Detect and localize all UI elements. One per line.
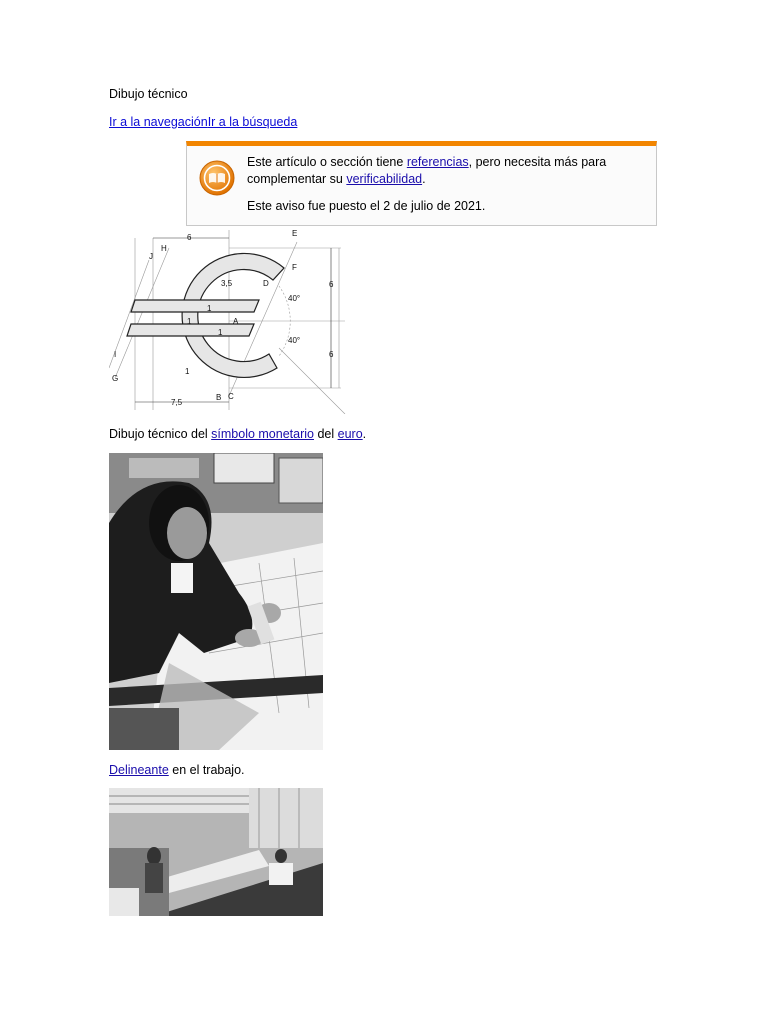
label-1b: 1 (187, 317, 192, 326)
label-a: A (233, 317, 239, 326)
caption-delineante: Delineante en el trabajo. (109, 763, 245, 777)
euro-link[interactable]: euro (337, 427, 363, 441)
skip-to-navigation-link[interactable]: Ir a la navegación (109, 115, 208, 129)
book-icon (199, 160, 235, 196)
label-3-5: 3,5 (221, 279, 233, 288)
draftswoman-photo (109, 453, 323, 750)
euro-technical-drawing (109, 228, 349, 414)
notice-line-1: Este artículo o sección tiene referencias, pero necesita más para complementar su verificabilidad. (247, 155, 607, 186)
verification-notice (186, 141, 657, 226)
skip-links (109, 114, 297, 130)
label-d: D (263, 279, 269, 288)
label-right-6a: 6 (329, 280, 334, 289)
label-j: J (149, 252, 153, 261)
caption-euro-drawing: Dibujo técnico del símbolo monetario del euro. (109, 427, 367, 441)
label-b: B (216, 393, 222, 402)
label-h: H (161, 244, 167, 253)
label-c: C (228, 392, 234, 401)
label-1c: 1 (218, 328, 223, 337)
label-angle-2: 40° (288, 336, 301, 345)
simbolo-monetario-link[interactable]: símbolo monetario (211, 427, 314, 441)
label-angle-1: 40° (288, 294, 301, 303)
label-right-6b: 6 (329, 350, 334, 359)
page-title: Dibujo técnico (109, 87, 188, 101)
label-top-width: 6 (187, 233, 192, 242)
label-g: G (112, 374, 119, 383)
referencias-link[interactable]: referencias (406, 155, 469, 169)
label-bottom-7-5: 7,5 (171, 398, 183, 407)
label-f: F (292, 263, 297, 272)
skip-to-search-link[interactable]: Ir a la búsqueda (207, 115, 298, 129)
label-e: E (292, 229, 298, 238)
drafting-office-photo (109, 788, 323, 916)
label-i: I (114, 350, 117, 359)
label-1a: 1 (207, 304, 212, 313)
label-1d: 1 (185, 367, 190, 376)
verificabilidad-link[interactable]: verificabilidad (346, 172, 423, 186)
notice-line-2: Este aviso fue puesto el 2 de julio de 2021. (247, 199, 486, 213)
delineante-link[interactable]: Delineante (109, 763, 169, 777)
